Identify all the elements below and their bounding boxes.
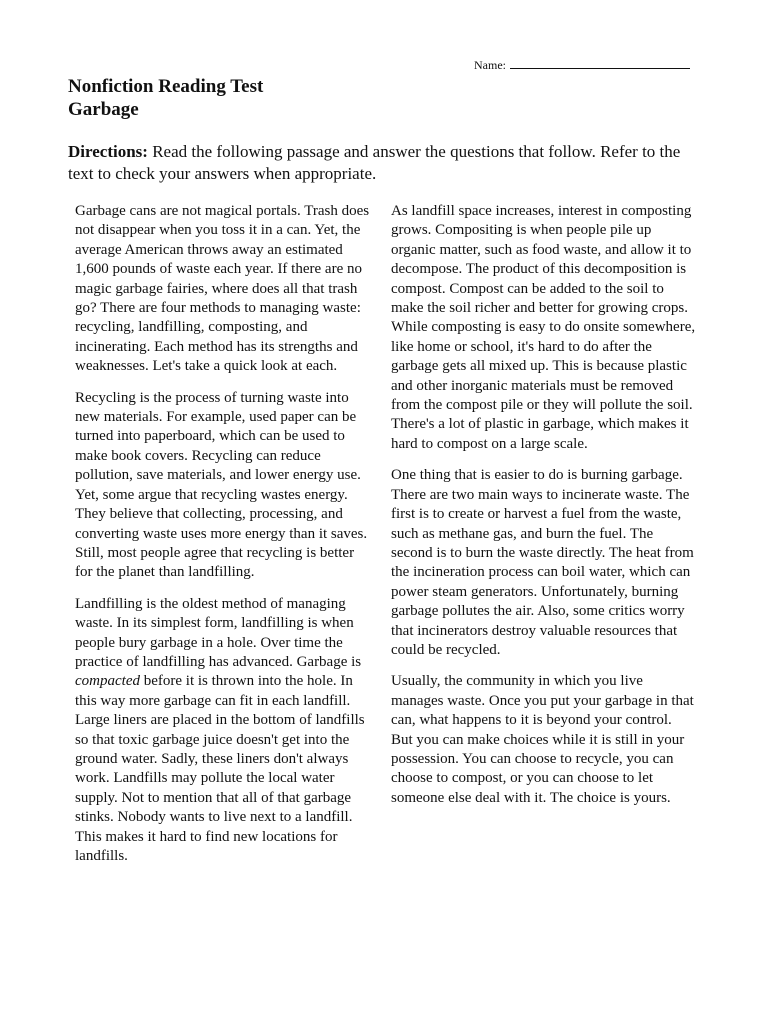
- paragraph-landfilling: [75, 595, 375, 867]
- left-column: [75, 202, 375, 878]
- compacted-term: compacted: [75, 673, 140, 690]
- paragraph-recycling: Recycling is the process of turning waste into new materials. For example, used paper can be turned into paperboard, which can be used to make book covers. Recycling can reduce pollution, save materials, and lower energy use. Yet, some argue that recycling wastes energy. They believe that collecting, processing, and converting waste uses more energy than it saves. Still, most people agree that recycling is better for the planet than landfilling.: [75, 389, 368, 581]
- directions: [68, 141, 708, 185]
- directions-text: Read the following passage and answer the questions that follow. Refer to the text to check your answers when appropriate.: [68, 142, 681, 183]
- landfilling-text-start: Landfilling is the oldest method of managing waste. In its simplest form, landfilling is when people bury garbage in a hole. Over time the practice of landfilling has advanced. Garbage is: [75, 595, 362, 670]
- right-column: [391, 202, 697, 820]
- paragraph-incinerating: One thing that is easier to do is burning garbage. There are two main ways to incinerate waste. The first is to create or harvest a fuel from the waste, such as methane gas, and burn the fuel. The second is to burn the waste directly. The heat from the incineration process can boil water, which can power steam generators. Unfortunately, burning garbage pollutes the air. Also, some critics worry that incinerators destroy valuable resources that could be recycled.: [391, 467, 694, 658]
- name-label: Name:: [474, 58, 506, 72]
- paragraph-conclusion: Usually, the community in which you live manages waste. Once you put your garbage in that can, what happens to it is beyond your control. But you can make choices while it is still in your possession. You can choose to recycle, you can choose to compost, or you can choose to let someone else deal with it. The choice is yours.: [391, 673, 694, 806]
- test-title: Nonfiction Reading Test: [68, 76, 264, 97]
- page-title: [68, 75, 263, 121]
- directions-label: Directions:: [68, 142, 148, 161]
- passage-title: Garbage: [68, 99, 139, 120]
- paragraph-composting: As landfill space increases, interest in composting grows. Compositing is when people pile up organic matter, such as food waste, and allow it to decompose. The product of this decomposition is compost. Compost can be added to the soil to make the soil richer and better for growing crops. While composting is easy to do onsite somewhere, like home or school, it's hard to do after the garbage gets all mixed up. This is because plastic and other inorganic materials must be removed from the compost pile or they will pollute the soil. There's a lot of plastic in garbage, which makes it hard to compost on a large scale.: [391, 203, 696, 452]
- landfilling-text-end: before it is thrown into the hole. In this way more garbage can fit in each landfill. Large liners are placed in the bottom of landfills so that toxic garbage juice doesn't get into the ground water. Sadly, these liners don't always work. Landfills may pollute the local water supply. Not to mention that all of that garbage stinks. Nobody wants to live next to a landfill. This makes it hard to find new locations for landfills.: [75, 673, 365, 864]
- paragraph-intro: Garbage cans are not magical portals. Trash does not disappear when you toss it in a can. Yet, the average American throws away an estimated 1,600 pounds of waste each year. If there are no magic garbage fairies, where does all that trash go? There are four methods to managing waste: recycling, landfilling, composting, and incinerating. Each method has its strengths and weaknesses. Let's take a quick look at each.: [75, 203, 370, 375]
- name-blank-line[interactable]: [510, 57, 690, 69]
- name-field[interactable]: [474, 57, 690, 73]
